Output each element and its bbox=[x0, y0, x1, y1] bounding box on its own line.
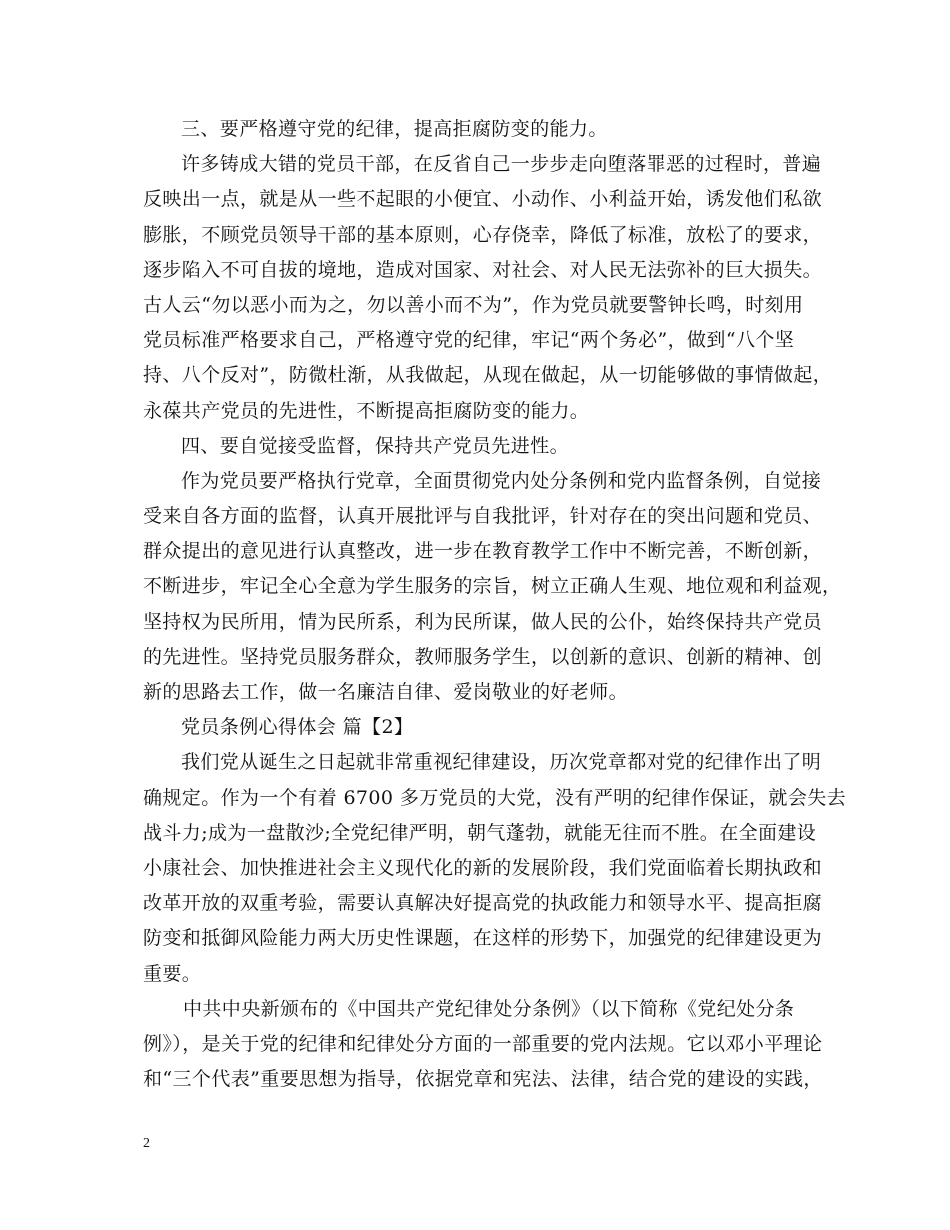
paragraph-line: 重要。 bbox=[143, 962, 202, 985]
paragraph-line: 受来自各方面的监督，认真开展批评与自我批评，针对存在的突出问题和党员、 bbox=[143, 505, 823, 528]
paragraph-line: 群众提出的意见进行认真整改，进一步在教育教学工作中不断完善，不断创新， bbox=[143, 540, 823, 563]
document-body bbox=[143, 112, 847, 1097]
paragraph-line: 党员标准严格要求自己，严格遵守党的纪律，牢记“两个务必”，做到“八个坚 bbox=[143, 329, 795, 352]
paragraph-line: 的先进性。坚持党员服务群众，教师服务学生，以创新的意识、创新的精神、创 bbox=[143, 645, 823, 668]
paragraph-line: 作为党员要严格执行党章，全面贯彻党内处分条例和党内监督条例，自觉接 bbox=[181, 469, 822, 492]
paragraph-line: 反映出一点，就是从一些不起眼的小便宜、小动作、小利益开始，诱发他们私欲 bbox=[143, 188, 823, 211]
article-title: 党员条例心得体会 篇【2】 bbox=[181, 716, 414, 739]
paragraph-line: 坚持权为民所用，情为民所系，利为民所谋，做人民的公仆，始终保持共产党员 bbox=[143, 610, 823, 633]
paragraph-line: 防变和抵御风险能力两大历史性课题，在这样的形势下，加强党的纪律建设更为 bbox=[143, 927, 823, 950]
paragraph-line: 小康社会、加快推进社会主义现代化的新的发展阶段，我们党面临着长期执政和 bbox=[143, 856, 823, 879]
paragraph-line: 确规定。作为一个有着 6700 多万党员的大党，没有严明的纪律作保证，就会失去 bbox=[143, 786, 847, 809]
paragraph-line: 中共中央新颁布的《中国共产党纪律处分条例》（以下简称《党纪处分条 bbox=[183, 997, 795, 1020]
paragraph-line: 和“三个代表”重要思想为指导，依据党章和宪法、法律，结合党的建设的实践， bbox=[143, 1068, 823, 1091]
paragraph-line: 持、八个反对”，防微杜渐，从我做起，从现在做起，从一切能够做的事情做起， bbox=[143, 364, 833, 387]
section-heading-3: 三、要严格遵守党的纪律，提高拒腐防变的能力。 bbox=[181, 118, 608, 140]
paragraph-line: 古人云“勿以恶小而为之，勿以善小而不为”，作为党员就要警钟长鸣，时刻用 bbox=[143, 293, 804, 316]
paragraph-line: 战斗力;成为一盘散沙;全党纪律严明，朝气蓬勃，就能无往而不胜。在全面建设 bbox=[143, 821, 817, 844]
paragraph-line: 不断进步，牢记全心全意为学生服务的宗旨，树立正确人生观、地位观和利益观， bbox=[143, 575, 842, 598]
paragraph-line: 我们党从诞生之日起就非常重视纪律建设，历次党章都对党的纪律作出了明 bbox=[181, 751, 822, 774]
paragraph-line: 例》），是关于党的纪律和纪律处分方面的一部重要的党内法规。它以邓小平理论 bbox=[143, 1032, 823, 1055]
section-heading-4: 四、要自觉接受监督，保持共产党员先进性。 bbox=[181, 434, 570, 457]
paragraph-line: 膨胀，不顾党员领导干部的基本原则，心存侥幸，降低了标准，放松了的要求， bbox=[143, 223, 823, 246]
paragraph-line: 永葆共产党员的先进性，不断提高拒腐防变的能力。 bbox=[143, 399, 590, 422]
paragraph-line: 许多铸成大错的党员干部，在反省自己一步步走向堕落罪恶的过程时，普遍 bbox=[181, 153, 822, 176]
paragraph-line: 改革开放的双重考验，需要认真解决好提高党的执政能力和领导水平、提高拒腐 bbox=[143, 892, 823, 915]
paragraph-line: 逐步陷入不可自拔的境地，造成对国家、对社会、对人民无法弥补的巨大损失。 bbox=[143, 258, 823, 281]
paragraph-line: 新的思路去工作，做一名廉洁自律、爱岗敬业的好老师。 bbox=[143, 681, 629, 703]
page-number: 2 bbox=[143, 1136, 150, 1151]
